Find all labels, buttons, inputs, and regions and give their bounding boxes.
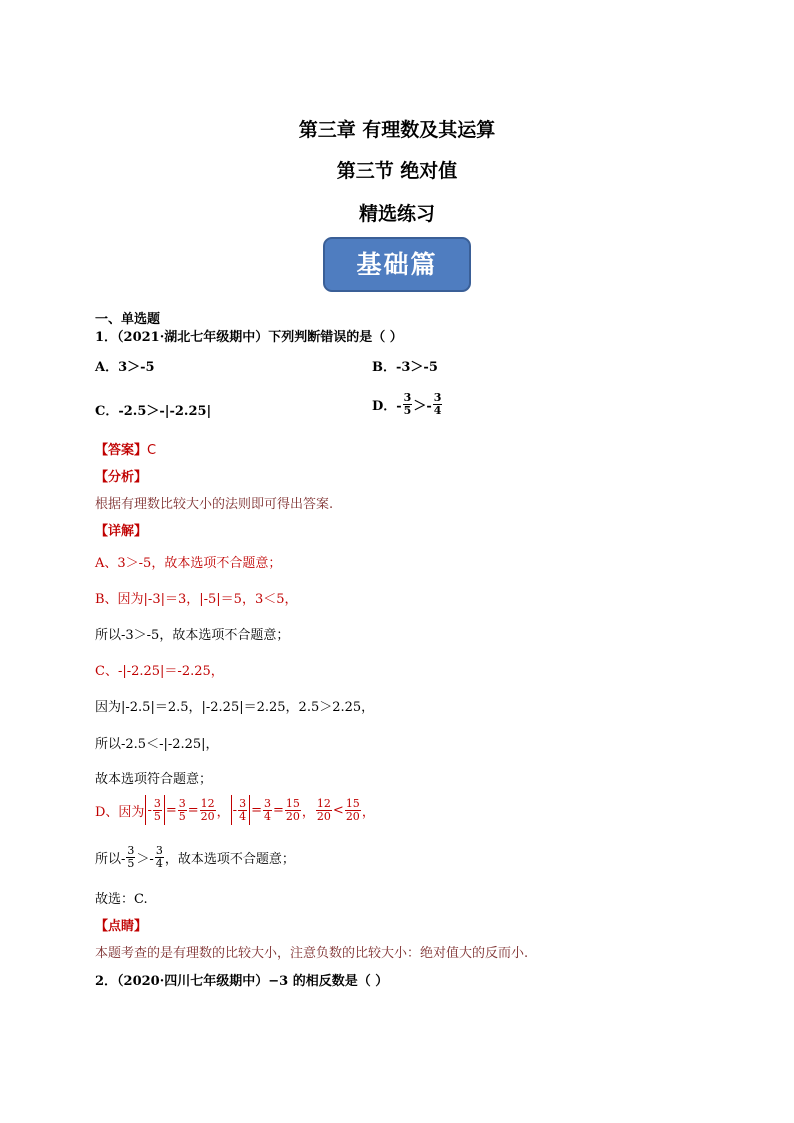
fraction-denominator: 20 xyxy=(316,809,331,823)
fraction xyxy=(126,845,135,870)
equals: = xyxy=(187,802,199,818)
fraction-numerator: 15 xyxy=(345,796,360,810)
option-b: B．-3＞-5 xyxy=(372,360,438,375)
fraction xyxy=(263,798,272,823)
answer-value: C xyxy=(147,443,157,458)
option-c: C．-2.5＞-|-2.25| xyxy=(95,404,212,419)
fraction-denominator: 4 xyxy=(239,809,247,823)
fraction-numerator: 3 xyxy=(433,391,442,404)
option-a: A．3＞-5 xyxy=(95,360,155,375)
fraction-denominator: 5 xyxy=(127,857,135,870)
fraction-denominator: 4 xyxy=(433,404,442,417)
minus: - xyxy=(147,802,152,818)
comma: ， xyxy=(361,804,375,820)
fraction-denominator: 5 xyxy=(178,809,186,823)
abs-bar xyxy=(145,795,146,825)
detail-so-line xyxy=(95,845,295,870)
fraction xyxy=(153,798,162,823)
so-suffix: ，故本选项不合题意； xyxy=(164,852,295,867)
d-prefix: D、因为 xyxy=(95,804,145,820)
fraction xyxy=(238,798,247,823)
fraction xyxy=(155,845,164,870)
comment-label: 【点睛】 xyxy=(95,919,148,934)
chapter-title: 第三章 有理数及其运算 xyxy=(298,119,496,141)
equals: = xyxy=(251,802,262,818)
fraction-numerator: 3 xyxy=(153,796,161,810)
equals: = xyxy=(272,802,284,818)
analysis-text: 根据有理数比较大小的法则即可得出答案. xyxy=(95,497,334,512)
equals: = xyxy=(165,802,177,818)
less-than: < xyxy=(332,802,344,818)
fraction xyxy=(345,798,361,823)
fraction xyxy=(178,798,187,823)
so-prefix: 所以- xyxy=(95,852,126,867)
fraction xyxy=(403,392,413,417)
option-d-gt: ＞- xyxy=(413,399,432,414)
fraction-numerator: 3 xyxy=(263,796,271,810)
comma: ， xyxy=(216,804,230,820)
detail-label: 【详解】 xyxy=(95,524,148,539)
fraction-denominator: 4 xyxy=(263,809,271,823)
fraction xyxy=(316,798,332,823)
option-d-label: D．- xyxy=(372,399,402,414)
question-1-stem: 1．（2021·湖北七年级期中）下列判断错误的是（ ） xyxy=(95,330,403,345)
section-title: 第三节 绝对值 xyxy=(336,160,458,182)
detail-line: 所以-2.5＜-|-2.25|， xyxy=(95,737,219,752)
fraction-numerator: 12 xyxy=(200,796,215,810)
part-heading: 一、单选题 xyxy=(95,312,161,327)
abs-bar xyxy=(164,795,165,825)
detail-line: B、因为|-3|＝3，|-5|＝5，3＜5， xyxy=(95,592,298,607)
detail-line: 故本选项符合题意； xyxy=(95,772,213,787)
so-gt: ＞- xyxy=(136,852,154,867)
fraction xyxy=(285,798,301,823)
analysis-label: 【分析】 xyxy=(95,470,148,485)
fraction-numerator: 3 xyxy=(127,844,135,857)
fraction-denominator: 5 xyxy=(403,404,412,417)
detail-line: 因为|-2.5|＝2.5，|-2.25|＝2.25，2.5＞2.25， xyxy=(95,700,375,715)
detail-line: A、3＞-5，故本选项不合题意； xyxy=(95,556,282,571)
subtitle: 精选练习 xyxy=(358,203,435,225)
comment-text: 本题考查的是有理数的比较大小，注意负数的比较大小：绝对值大的反而小. xyxy=(95,946,529,961)
minus: - xyxy=(232,802,238,818)
fraction-numerator: 3 xyxy=(239,796,247,810)
detail-d-line xyxy=(95,795,375,825)
comma: ， xyxy=(301,804,315,820)
fraction-numerator: 3 xyxy=(178,796,186,810)
option-d xyxy=(372,392,443,417)
detail-line: 所以-3＞-5，故本选项不合题意； xyxy=(95,628,290,643)
level-badge: 基础篇 xyxy=(323,237,471,292)
fraction-numerator: 15 xyxy=(285,796,300,810)
fraction xyxy=(433,392,443,417)
answer-label: 【答案】 xyxy=(95,443,148,458)
fraction xyxy=(200,798,216,823)
fraction-numerator: 3 xyxy=(403,391,412,404)
fraction-denominator: 5 xyxy=(153,809,161,823)
fraction-denominator: 20 xyxy=(345,809,360,823)
fraction-denominator: 20 xyxy=(200,809,215,823)
fraction-denominator: 20 xyxy=(285,809,300,823)
abs-bar xyxy=(231,795,232,825)
fraction-numerator: 12 xyxy=(316,796,331,810)
abs-bar xyxy=(249,795,250,825)
answer-line xyxy=(95,439,156,458)
detail-line: C、-|-2.25|＝-2.25， xyxy=(95,664,224,679)
fraction-denominator: 4 xyxy=(155,857,163,870)
question-2-stem: 2．（2020·四川七年级期中）−3 的相反数是（ ） xyxy=(95,974,389,989)
fraction-numerator: 3 xyxy=(155,844,163,857)
choose-line: 故选：C. xyxy=(95,892,148,907)
